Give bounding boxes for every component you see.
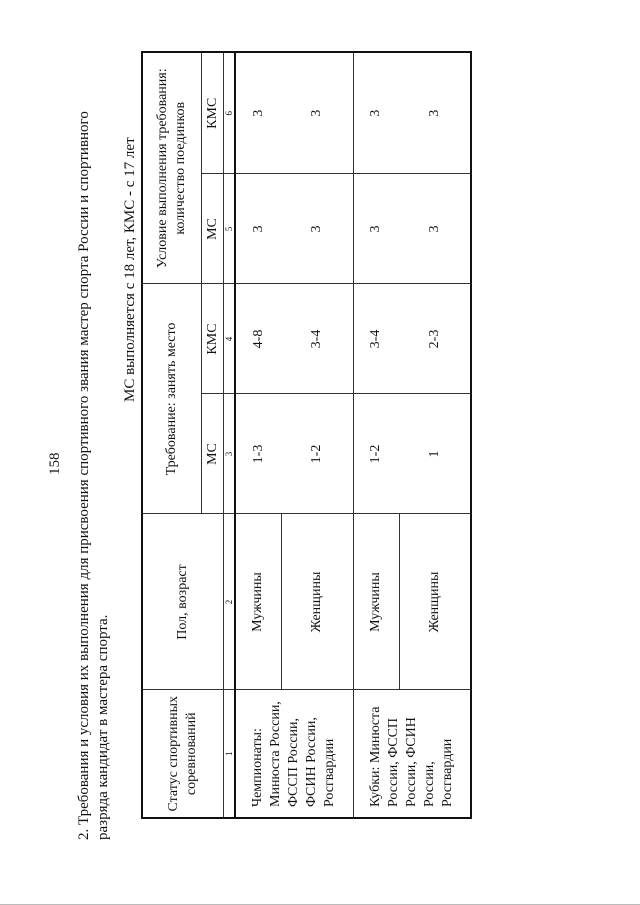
place-ms-cell: 1-2: [353, 394, 399, 514]
column-number: 4: [224, 284, 236, 394]
table-row: [353, 52, 399, 818]
place-ms-cell: 1-2: [281, 394, 353, 514]
fights-kms-cell: 3: [235, 52, 281, 174]
place-ms-cell: 1: [399, 394, 471, 514]
requirements-table: [141, 51, 472, 819]
column-number: 5: [224, 174, 236, 284]
header-status: Статус спортивных соревнований: [142, 690, 224, 818]
subheader-place-ms: МС: [202, 394, 224, 514]
fights-kms-cell: 3: [353, 52, 399, 174]
fights-ms-cell: 3: [399, 174, 471, 284]
place-kms-cell: 4-8: [235, 284, 281, 394]
gender-cell: Женщины: [281, 514, 353, 690]
gender-cell: Женщины: [399, 514, 471, 690]
age-note: МС выполняется с 18 лет, КМС - с 17 лет: [122, 137, 138, 402]
scan-edge: [0, 900, 640, 905]
status-cups: Кубки: Минюста России, ФССП России, ФСИН России, Росгвардии: [353, 690, 471, 818]
gender-cell: Мужчины: [235, 514, 281, 690]
column-number-row: [224, 52, 236, 818]
table-row: [235, 52, 281, 818]
fights-ms-cell: 3: [353, 174, 399, 284]
header-gender-age: Пол, возраст: [142, 514, 224, 690]
section-heading: 2. Требования и условия их выполнения для присвоения спортивного звания мастер спорта России и спортивного разряда кандидат в мастера спорта.: [76, 111, 111, 840]
place-kms-cell: 2-3: [399, 284, 471, 394]
place-ms-cell: 1-3: [235, 394, 281, 514]
column-number: 6: [224, 52, 236, 174]
header-row: [142, 52, 202, 818]
subheader-fights-kms: КМС: [202, 52, 224, 174]
fights-kms-cell: 3: [399, 52, 471, 174]
subheader-fights-ms: МС: [202, 174, 224, 284]
page-number: 158: [47, 452, 63, 475]
subheader-place-kms: КМС: [202, 284, 224, 394]
fights-kms-cell: 3: [281, 52, 353, 174]
header-requirement-place: Требование: занять место: [142, 284, 202, 514]
fights-ms-cell: 3: [235, 174, 281, 284]
fights-ms-cell: 3: [281, 174, 353, 284]
gender-cell: Мужчины: [353, 514, 399, 690]
place-kms-cell: 3-4: [353, 284, 399, 394]
column-number: 3: [224, 394, 236, 514]
column-number: 1: [224, 690, 236, 818]
column-number: 2: [224, 514, 236, 690]
place-kms-cell: 3-4: [281, 284, 353, 394]
header-condition-fights: Условие выполнения требования: количество поединков: [142, 52, 202, 284]
status-championships: Чемпионаты: Минюста России, ФССП России, ФСИН России, Росгвардии: [235, 690, 353, 818]
